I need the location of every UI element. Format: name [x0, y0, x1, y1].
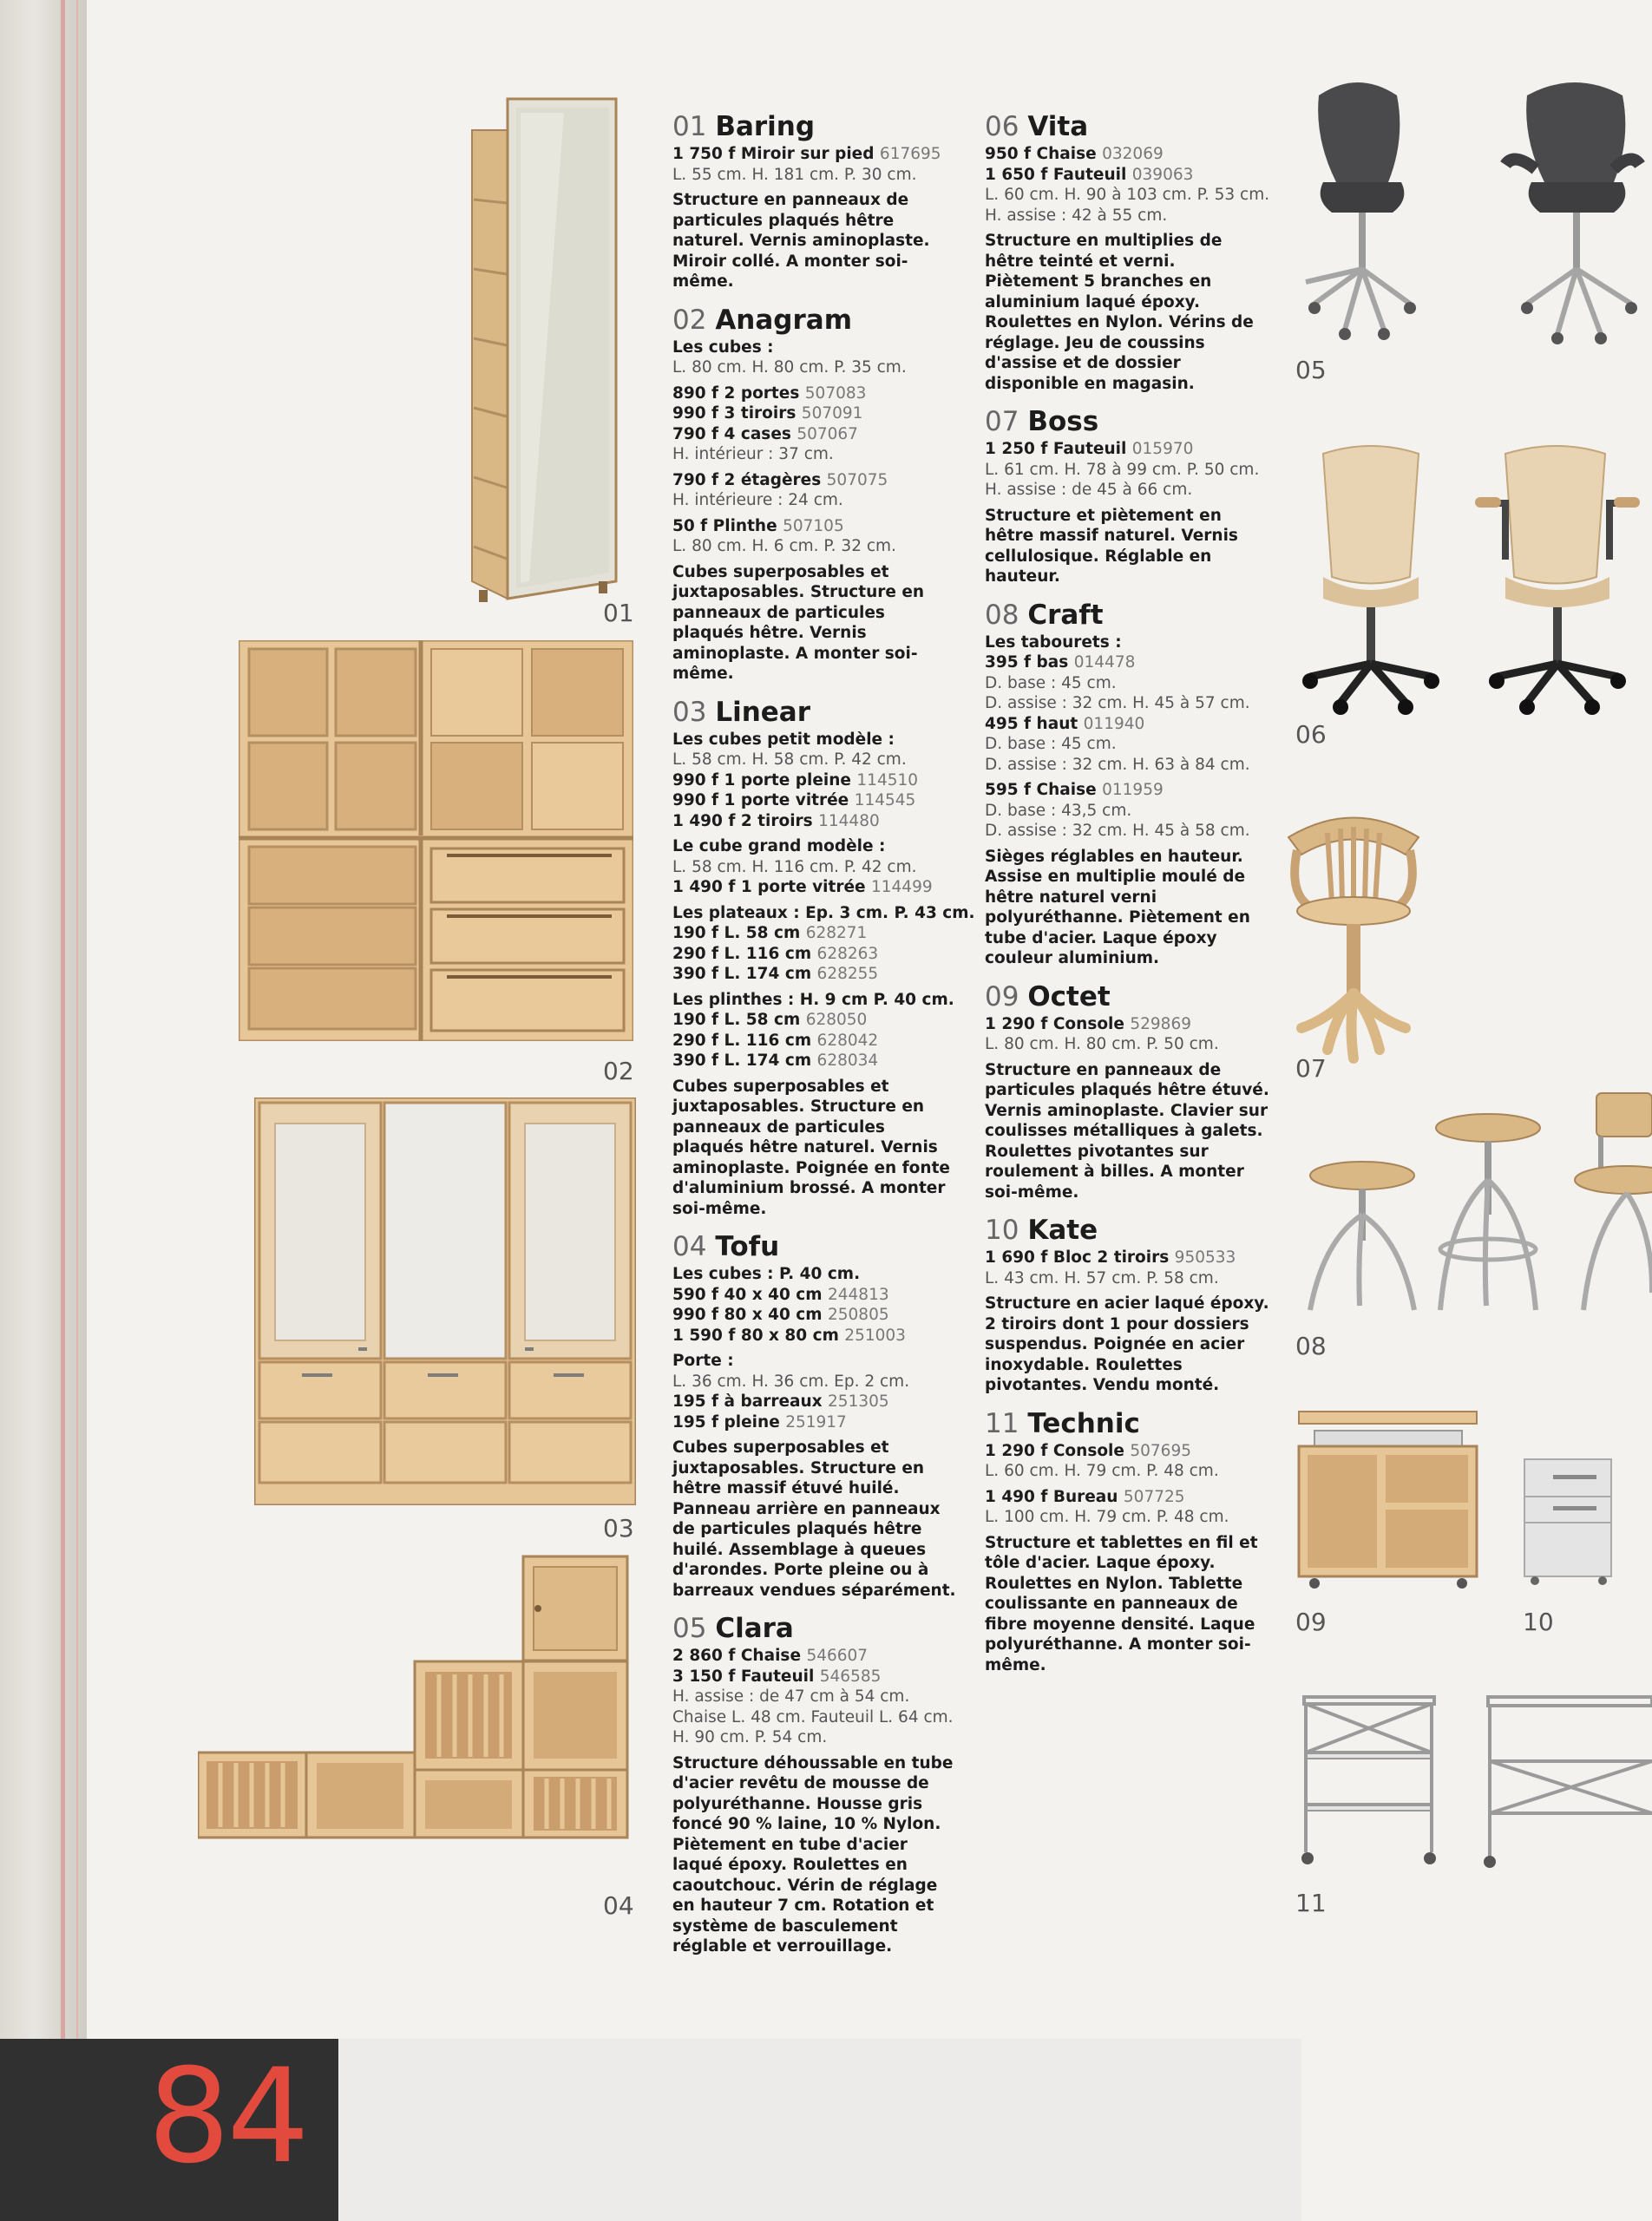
spec-line [672, 403, 959, 424]
spec-line [985, 1487, 1271, 1508]
spec-line [985, 780, 1271, 801]
spec-text: Le cube grand modèle : [672, 837, 886, 855]
spec-text: 195 f à barreaux [672, 1392, 829, 1411]
product-description: Sièges réglables en hauteur. Assise en multiplie moulé de hêtre naturel verni polyuréthanne. Piètement en tube d'acier. Laque époxy couleur aluminium. [985, 847, 1250, 967]
page-edge-stripe [61, 0, 65, 2039]
reference-code: 251003 [844, 1326, 906, 1345]
product-description: Cubes superposables et juxtaposables. Structure en hêtre massif étuvé huilé. Panneau arrière en panneaux de particules plaqués hêtre huilé. Assemblage à queues d'arondes. Porte pleine ou à barreaux vendues séparément. [672, 1438, 956, 1600]
spec-text: L. 100 cm. H. 79 cm. P. 48 cm. [985, 1508, 1229, 1526]
spec-line [672, 165, 959, 186]
spec-line [672, 790, 959, 811]
spec-line [672, 1351, 959, 1372]
spec-text: L. 80 cm. H. 80 cm. P. 35 cm. [672, 358, 907, 377]
reference-code: 244813 [827, 1285, 889, 1304]
product-name: Vita [1027, 111, 1089, 142]
product-heading [985, 1215, 1271, 1246]
product-entry [985, 1408, 1271, 1676]
spec-line [672, 1051, 959, 1071]
spec-text: D. assise : 32 cm. H. 45 à 58 cm. [985, 822, 1250, 840]
spec-line [985, 460, 1271, 481]
spec-line [985, 755, 1271, 776]
spec-text: Les plinthes : H. 9 cm P. 40 cm. [672, 990, 954, 1009]
spec-line [672, 424, 959, 445]
spec-line [985, 693, 1271, 714]
spec-line [672, 1031, 959, 1052]
product-number: 09 [985, 980, 1019, 1012]
product-entry [985, 111, 1271, 394]
spec-text: L. 80 cm. H. 6 cm. P. 32 cm. [672, 537, 896, 555]
spec-text: H. intérieur : 37 cm. [672, 445, 834, 463]
spec-text: H. 90 cm. P. 54 cm. [672, 1728, 828, 1746]
reference-code: 507067 [796, 424, 858, 443]
spec-line [985, 144, 1271, 165]
illustration-09-octet-console [1297, 1410, 1479, 1592]
spec-text: 790 f 2 étagères [672, 470, 827, 489]
spec-line [672, 144, 959, 165]
spec-text: D. assise : 32 cm. H. 45 à 57 cm. [985, 694, 1250, 712]
spec-line [672, 811, 959, 832]
product-name: Baring [715, 111, 816, 142]
reference-code: 114499 [870, 878, 933, 896]
product-description: Structure déhoussable en tube d'acier revêtu de mousse de polyuréthanne. Housse gris foncé 90 % laine, 10 % Nylon. Piètement en tube d'acier laqué époxy. Roulettes en caoutchouc. Vérin de réglage en hauteur 7 cm. Rotation et système de basculement réglable et verrouillage. [672, 1753, 954, 1956]
reference-code: 529869 [1130, 1014, 1191, 1033]
reference-code: 011959 [1102, 781, 1164, 799]
page-edge-stripe-thin [76, 0, 78, 2082]
spec-text: 1 290 f Console [985, 1014, 1131, 1033]
reference-code: 628263 [816, 944, 879, 963]
reference-code: 546585 [819, 1667, 882, 1686]
illustration-caption: 05 [1295, 356, 1327, 384]
spec-text: 950 f Chaise [985, 145, 1103, 163]
product-heading [672, 1231, 959, 1262]
spec-line [672, 964, 959, 985]
spec-line [985, 1461, 1271, 1482]
spec-text: 1 290 f Console [985, 1441, 1131, 1460]
product-heading [985, 599, 1271, 631]
spec-line [672, 1687, 959, 1707]
spec-line [672, 337, 959, 358]
product-number: 08 [985, 599, 1019, 631]
product-entry [985, 981, 1271, 1203]
spec-text: Les cubes petit modèle : [672, 730, 895, 749]
spec-line [985, 1248, 1271, 1268]
spec-line [985, 801, 1271, 822]
product-heading [672, 305, 959, 336]
spec-text: L. 55 cm. H. 181 cm. P. 30 cm. [672, 165, 917, 184]
spec-text: 990 f 1 porte pleine [672, 770, 857, 789]
spec-text: 990 f 80 x 40 cm [672, 1306, 828, 1324]
illustration-caption: 09 [1295, 1608, 1327, 1636]
spec-line [985, 1034, 1271, 1055]
spec-text: D. base : 43,5 cm. [985, 801, 1132, 820]
spec-line [672, 1707, 959, 1728]
spec-line [672, 1264, 959, 1285]
spec-text: Chaise L. 48 cm. Fauteuil L. 64 cm. [672, 1707, 954, 1726]
spec-line [672, 923, 959, 944]
spec-line [985, 734, 1271, 755]
reference-code: 950533 [1174, 1248, 1236, 1267]
spec-line [672, 1412, 959, 1433]
reference-code: 039063 [1131, 165, 1194, 184]
product-entry [672, 111, 959, 292]
product-number: 05 [672, 1613, 707, 1644]
product-description: Structure en panneaux de particules plaqués hêtre étuvé. Vernis aminoplaste. Clavier sur coulisses métalliques à galets. Roulettes pivotantes sur roulement à billes. A monter soi-même. [985, 1060, 1269, 1202]
product-heading [985, 406, 1271, 437]
spec-line [985, 185, 1271, 206]
reference-code: 628034 [816, 1052, 879, 1070]
product-name: Boss [1027, 406, 1099, 437]
spec-text: 2 860 f Chaise [672, 1647, 807, 1665]
illustration-04-tofu [198, 1553, 632, 1839]
reference-code: 628255 [816, 965, 879, 983]
spec-line [672, 383, 959, 404]
spec-line [672, 857, 959, 878]
spec-text: H. intérieure : 24 cm. [672, 491, 843, 509]
illustration-08-craft-stools [1297, 1084, 1652, 1319]
product-heading [672, 697, 959, 728]
spec-text: L. 60 cm. H. 90 à 103 cm. P. 53 cm. [985, 186, 1270, 204]
product-number: 04 [672, 1231, 707, 1262]
product-number: 01 [672, 111, 707, 142]
spec-line [672, 1667, 959, 1687]
spec-text: 890 f 2 portes [672, 383, 805, 403]
illustration-caption: 10 [1523, 1608, 1554, 1636]
reference-code: 507695 [1130, 1441, 1191, 1460]
spec-line [672, 1010, 959, 1031]
spec-text: 290 f L. 116 cm [672, 944, 817, 963]
product-entry [985, 1215, 1271, 1396]
spec-text: 1 590 f 80 x 80 cm [672, 1326, 845, 1345]
spec-text: Porte : [672, 1352, 734, 1370]
spec-line [672, 750, 959, 770]
spec-text: 1 690 f Bloc 2 tiroirs [985, 1248, 1175, 1267]
product-number: 10 [985, 1215, 1019, 1246]
spec-text: 1 650 f Fauteuil [985, 165, 1132, 184]
reference-code: 628271 [805, 924, 868, 942]
product-number: 06 [985, 111, 1019, 142]
product-entry [672, 1231, 959, 1601]
spec-text: D. base : 45 cm. [985, 735, 1117, 753]
spec-text: 495 f haut [985, 714, 1084, 733]
product-number: 07 [985, 406, 1019, 437]
spec-text: 595 f Chaise [985, 781, 1103, 799]
product-name: Clara [715, 1613, 794, 1644]
text-column-left [672, 111, 975, 1969]
spec-text: 1 490 f 2 tiroirs [672, 811, 819, 830]
illustration-caption: 11 [1295, 1889, 1327, 1917]
illustration-03-linear [254, 1097, 636, 1505]
spec-line [985, 673, 1271, 694]
spec-text: D. base : 45 cm. [985, 673, 1117, 692]
spec-text: 290 f L. 116 cm [672, 1031, 817, 1050]
reference-code: 250805 [827, 1306, 889, 1324]
product-description: Structure en multiplies de hêtre teinté et verni. Piètement 5 branches en aluminium laqué époxy. Roulettes en Nylon. Vérins de réglage. Jeu de coussins d'assise et de dossier disponible en magasin. [985, 232, 1254, 393]
reference-code: 628042 [816, 1031, 879, 1050]
spec-text: 990 f 1 porte vitrée [672, 791, 855, 809]
spec-text: L. 58 cm. H. 58 cm. P. 42 cm. [672, 750, 907, 769]
spec-text: 190 f L. 58 cm [672, 924, 806, 942]
spec-text: Les tabourets : [985, 632, 1122, 652]
spec-line [985, 1507, 1271, 1528]
spec-line [672, 1372, 959, 1392]
illustration-02-anagram [239, 640, 633, 1041]
spec-line [672, 730, 959, 750]
product-description: Structure en panneaux de particules plaqués hêtre naturel. Vernis aminoplaste. Miroir collé. A monter soi-même. [672, 191, 930, 291]
illustration-06-vita-chairs [1297, 438, 1652, 724]
text-column-right [985, 111, 1271, 1687]
page-number: 84 [148, 2041, 306, 2192]
footer-band [338, 2039, 1301, 2221]
spec-text: 390 f L. 174 cm [672, 1052, 817, 1070]
reference-code: 507725 [1123, 1487, 1185, 1506]
spec-text: 1 490 f 1 porte vitrée [672, 878, 871, 896]
spec-text: H. assise : de 45 à 66 cm. [985, 481, 1193, 499]
spec-line [672, 1646, 959, 1667]
spec-text: 1 250 f Fauteuil [985, 440, 1132, 458]
illustration-07-boss-chair [1284, 798, 1423, 1067]
product-heading [672, 111, 959, 142]
spec-line [672, 444, 959, 465]
spec-text: 195 f pleine [672, 1412, 786, 1432]
product-name: Technic [1027, 1407, 1140, 1439]
page-edge [0, 0, 87, 2221]
spec-line [672, 1285, 959, 1306]
spec-text: Les cubes : [672, 337, 774, 357]
spec-line [672, 903, 975, 924]
product-description: Structure et piètement en hêtre massif naturel. Vernis cellulosique. Réglable en hauteur. [985, 506, 1238, 586]
illustration-caption: 02 [603, 1057, 634, 1085]
spec-line [672, 470, 959, 491]
reference-code: 507083 [804, 383, 867, 403]
spec-line [985, 1014, 1271, 1035]
spec-line [985, 632, 1271, 653]
product-heading [985, 1408, 1271, 1439]
illustration-caption: 06 [1295, 720, 1327, 749]
illustration-01-mirror [469, 95, 642, 607]
illustration-caption: 03 [603, 1514, 634, 1543]
spec-text: 1 750 f Miroir sur pied [672, 145, 880, 163]
reference-code: 114510 [856, 770, 919, 789]
spec-text: Les cubes : P. 40 cm. [672, 1265, 861, 1283]
spec-text: 790 f 4 cases [672, 424, 797, 443]
reference-code: 507075 [826, 470, 888, 489]
spec-text: Les plateaux : Ep. 3 cm. P. 43 cm. [672, 903, 975, 922]
reference-code: 251917 [785, 1412, 847, 1432]
illustration-caption: 01 [603, 599, 634, 627]
reference-code: 507091 [801, 404, 863, 423]
product-entry [672, 1613, 959, 1957]
reference-code: 628050 [805, 1011, 868, 1029]
spec-line [672, 944, 959, 965]
product-description: Structure et tablettes en fil et tôle d'acier. Laque époxy. Roulettes en Nylon. Tablette coulissante en panneaux de fibre moyenne densité. Laque polyuréthanne. A monter soi-même. [985, 1533, 1258, 1674]
product-entry [672, 696, 975, 1220]
spec-text: 390 f L. 174 cm [672, 965, 817, 983]
spec-text: L. 43 cm. H. 57 cm. P. 58 cm. [985, 1268, 1219, 1287]
product-name: Kate [1027, 1215, 1098, 1246]
reference-code: 546607 [806, 1647, 869, 1665]
spec-text: L. 61 cm. H. 78 à 99 cm. P. 50 cm. [985, 460, 1260, 479]
spec-text: H. assise : de 47 cm à 54 cm. [672, 1687, 910, 1706]
product-entry [985, 599, 1271, 969]
spec-line [985, 480, 1271, 501]
spec-text: H. assise : 42 à 55 cm. [985, 206, 1168, 225]
product-name: Tofu [715, 1231, 780, 1262]
reference-code: 114480 [818, 811, 880, 830]
spec-text: 990 f 3 tiroirs [672, 404, 802, 423]
product-heading [672, 1613, 959, 1644]
product-number: 11 [985, 1407, 1019, 1439]
product-entry [672, 305, 959, 685]
spec-text: L. 80 cm. H. 80 cm. P. 50 cm. [985, 1035, 1219, 1053]
spec-text: L. 60 cm. H. 79 cm. P. 48 cm. [985, 1462, 1219, 1480]
product-heading [985, 981, 1271, 1012]
spec-line [985, 206, 1271, 226]
spec-line [672, 516, 959, 537]
spec-line [672, 1727, 959, 1748]
product-name: Linear [715, 696, 810, 728]
spec-text: L. 58 cm. H. 116 cm. P. 42 cm. [672, 857, 917, 876]
spec-line [672, 490, 959, 511]
spec-line [672, 836, 959, 857]
spec-text: D. assise : 32 cm. H. 63 à 84 cm. [985, 755, 1250, 774]
reference-code: 011940 [1083, 714, 1145, 733]
spec-line [672, 877, 959, 898]
product-name: Octet [1027, 980, 1111, 1012]
spec-line [672, 357, 959, 378]
product-name: Anagram [715, 304, 852, 336]
reference-code: 251305 [828, 1392, 889, 1411]
reference-code: 014478 [1073, 653, 1136, 672]
spec-line [672, 1326, 959, 1346]
illustration-05-clara-chairs [1288, 69, 1652, 356]
spec-line [985, 652, 1271, 673]
product-description: Cubes superposables et juxtaposables. Structure en panneaux de particules plaqués hêtre naturel. Vernis aminoplaste. Poignée en fonte d'aluminium brossé. A monter soi-même. [672, 1077, 950, 1218]
illustration-10-kate-drawer [1523, 1458, 1618, 1588]
product-name: Craft [1027, 599, 1104, 631]
spec-line [672, 990, 959, 1011]
product-entry [985, 406, 1271, 587]
spec-line [985, 1441, 1271, 1462]
illustration-caption: 04 [603, 1891, 634, 1920]
product-number: 02 [672, 304, 707, 336]
spec-line [985, 165, 1271, 186]
spec-text: 3 150 f Fauteuil [672, 1667, 820, 1686]
reference-code: 114545 [854, 791, 916, 809]
spec-text: 1 490 f Bureau [985, 1487, 1124, 1506]
spec-text: 395 f bas [985, 653, 1074, 672]
spec-text: L. 36 cm. H. 36 cm. Ep. 2 cm. [672, 1372, 910, 1391]
spec-line [672, 770, 959, 791]
product-heading [985, 111, 1271, 142]
product-number: 03 [672, 696, 707, 728]
reference-code: 617695 [879, 145, 941, 163]
reference-code: 015970 [1131, 440, 1194, 458]
spec-line [672, 1392, 959, 1412]
spec-text: 50 f Plinthe [672, 516, 783, 535]
reference-code: 507105 [783, 516, 844, 535]
product-description: Structure en acier laqué époxy. 2 tiroirs dont 1 pour dossiers suspendus. Poignée en acier inoxydable. Roulettes pivotantes. Vendu monté. [985, 1294, 1269, 1394]
product-description: Cubes superposables et juxtaposables. Structure en panneaux de particules plaqués hêtre. Vernis aminoplaste. A monter soi-même. [672, 562, 925, 683]
spec-line [672, 536, 959, 557]
illustration-caption: 07 [1295, 1054, 1327, 1083]
spec-text: 590 f 40 x 40 cm [672, 1285, 828, 1304]
spec-line [985, 821, 1271, 842]
spec-line [672, 1305, 959, 1326]
reference-code: 032069 [1102, 145, 1164, 163]
spec-line [985, 439, 1271, 460]
illustration-caption: 08 [1295, 1332, 1327, 1360]
spec-line [985, 714, 1271, 735]
illustration-11-technic-console [1297, 1692, 1652, 1874]
spec-text: 190 f L. 58 cm [672, 1011, 806, 1029]
spec-line [985, 1268, 1271, 1289]
